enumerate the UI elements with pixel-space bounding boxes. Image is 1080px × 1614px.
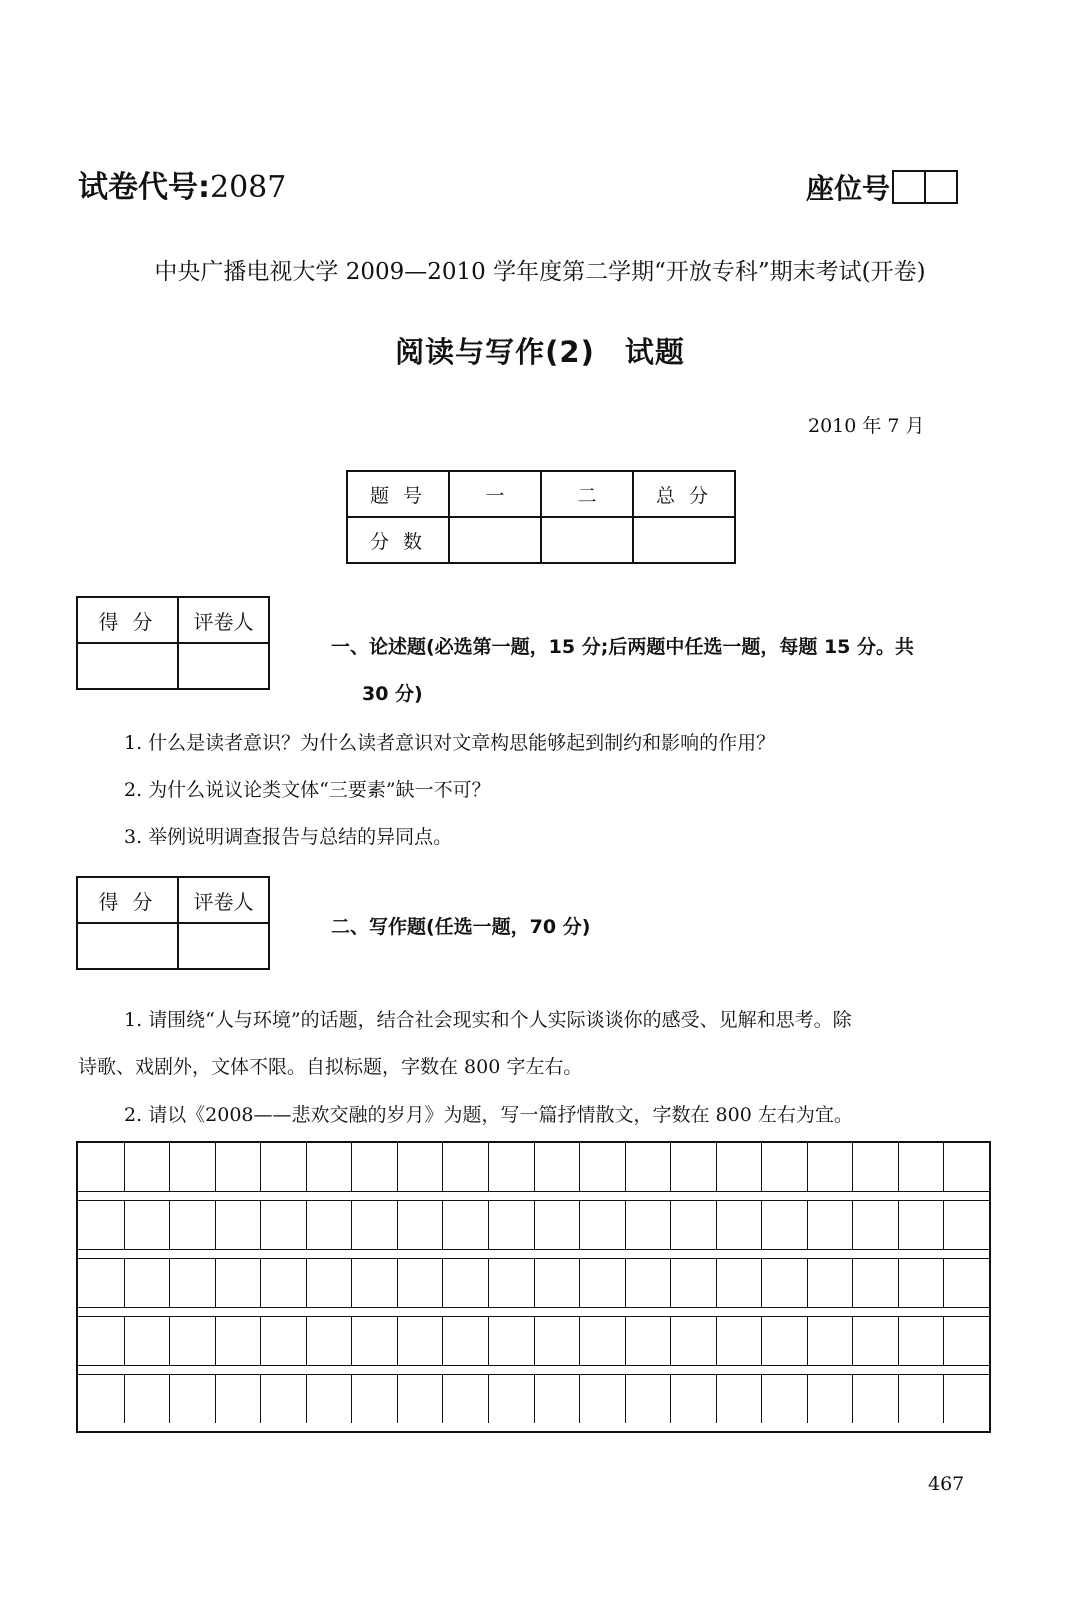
score-cell[interactable] [449, 517, 541, 563]
grid-cell[interactable] [852, 1143, 899, 1191]
seat-number [806, 168, 958, 206]
grid-cell[interactable] [351, 1259, 398, 1307]
section2-question: 1. 请围绕“人与环境”的话题，结合社会现实和个人实际谈谈你的感受、见解和思考。除 [124, 1009, 852, 1031]
grid-cell[interactable] [807, 1375, 854, 1423]
grid-row-separator [78, 1191, 989, 1201]
grid-cell[interactable] [397, 1201, 444, 1249]
grid-cell[interactable] [351, 1201, 398, 1249]
score-table-score-row [347, 517, 735, 563]
grid-cell[interactable] [761, 1259, 808, 1307]
grid-cell[interactable] [898, 1201, 945, 1249]
grid-cell[interactable] [943, 1201, 990, 1249]
grid-cell[interactable] [488, 1201, 535, 1249]
grid-cell[interactable] [351, 1143, 398, 1191]
section2-question: 2. 请以《2008——悲欢交融的岁月》为题，写一篇抒情散文，字数在 800 左右为宜。 [124, 1104, 853, 1126]
grid-cell[interactable] [852, 1317, 899, 1365]
grid-cell[interactable] [78, 1375, 124, 1423]
section1-question: 3. 举例说明调查报告与总结的异同点。 [124, 826, 453, 848]
grid-cell[interactable] [716, 1375, 763, 1423]
grid-cell[interactable] [807, 1201, 854, 1249]
grid-cell[interactable] [898, 1317, 945, 1365]
grid-cell[interactable] [215, 1201, 262, 1249]
grid-cell[interactable] [260, 1259, 307, 1307]
subject-title: 阅读与写作(2) 试题 [395, 335, 685, 369]
grid-cell[interactable] [442, 1317, 489, 1365]
grid-cell[interactable] [670, 1201, 717, 1249]
grader-name-cell[interactable] [178, 923, 269, 969]
grid-cell[interactable] [625, 1201, 672, 1249]
grid-cell[interactable] [534, 1317, 581, 1365]
grid-row-separator [78, 1249, 989, 1259]
grid-cell[interactable] [488, 1143, 535, 1191]
grid-cell[interactable] [625, 1259, 672, 1307]
exam-title: 中央广播电视大学 2009—2010 学年度第二学期“开放专科”期末考试(开卷) [154, 259, 926, 285]
grid-cell[interactable] [169, 1143, 216, 1191]
grid-cell[interactable] [306, 1317, 353, 1365]
section1-heading: 一、论述题(必选第一题，15 分;后两题中任选一题，每题 15 分。共 [331, 636, 915, 658]
grid-cell[interactable] [670, 1143, 717, 1191]
grid-cell[interactable] [442, 1375, 489, 1423]
grid-cell[interactable] [215, 1317, 262, 1365]
grid-cell[interactable] [852, 1201, 899, 1249]
grid-cell[interactable] [852, 1375, 899, 1423]
grid-cell[interactable] [351, 1317, 398, 1365]
grid-cell[interactable] [625, 1375, 672, 1423]
score-table-header-cell: 题号 [347, 471, 449, 517]
grid-cell[interactable] [260, 1143, 307, 1191]
grid-cell[interactable] [397, 1259, 444, 1307]
grader-box [76, 596, 270, 690]
grid-cell[interactable] [397, 1375, 444, 1423]
grader-label: 评卷人 [178, 597, 269, 643]
grid-cell[interactable] [306, 1201, 353, 1249]
grid-cell[interactable] [78, 1201, 124, 1249]
score-cell[interactable] [541, 517, 633, 563]
grid-cell[interactable] [898, 1375, 945, 1423]
seat-box[interactable] [924, 172, 956, 202]
grid-cell[interactable] [943, 1375, 990, 1423]
grader-score-label: 得分 [77, 597, 178, 643]
grid-cell[interactable] [215, 1259, 262, 1307]
grid-cell[interactable] [78, 1317, 124, 1365]
score-table [346, 470, 736, 564]
score-table-header-cell: 二 [541, 471, 633, 517]
grid-cell[interactable] [488, 1259, 535, 1307]
grid-cell[interactable] [442, 1201, 489, 1249]
grid-cell[interactable] [579, 1317, 626, 1365]
seat-number-boxes[interactable] [892, 170, 958, 204]
grader-box [76, 876, 270, 970]
paper-code-value: 2087 [210, 170, 287, 205]
grid-row [78, 1143, 989, 1191]
paper-code-label: 试卷代号: [78, 170, 210, 205]
grid-cell[interactable] [807, 1317, 854, 1365]
grid-row-separator [78, 1307, 989, 1317]
grid-cell[interactable] [124, 1259, 171, 1307]
grid-cell[interactable] [215, 1375, 262, 1423]
grid-cell[interactable] [488, 1375, 535, 1423]
grader-score-label: 得分 [77, 877, 178, 923]
score-cell[interactable] [633, 517, 735, 563]
score-table-row-label: 分数 [347, 517, 449, 563]
score-table-header-cell: 一 [449, 471, 541, 517]
grader-label: 评卷人 [178, 877, 269, 923]
paper-code [78, 162, 286, 206]
grid-cell[interactable] [260, 1317, 307, 1365]
grid-cell[interactable] [260, 1201, 307, 1249]
grid-cell[interactable] [124, 1375, 171, 1423]
section1-question: 1. 什么是读者意识？为什么读者意识对文章构思能够起到制约和影响的作用？ [124, 732, 776, 754]
grader-name-cell[interactable] [178, 643, 269, 689]
grid-cell[interactable] [716, 1317, 763, 1365]
section1-heading-cont: 30 分) [362, 683, 423, 705]
grid-cell[interactable] [716, 1201, 763, 1249]
grid-cell[interactable] [306, 1259, 353, 1307]
grid-cell[interactable] [534, 1201, 581, 1249]
section2-heading: 二、写作题(任选一题，70 分) [331, 916, 591, 938]
grid-cell[interactable] [124, 1317, 171, 1365]
grid-cell[interactable] [943, 1317, 990, 1365]
grid-row-separator [78, 1365, 989, 1375]
grid-cell[interactable] [488, 1317, 535, 1365]
grid-cell[interactable] [807, 1259, 854, 1307]
grid-cell[interactable] [124, 1201, 171, 1249]
grid-cell[interactable] [397, 1317, 444, 1365]
grader-score-cell[interactable] [77, 643, 178, 689]
grid-cell[interactable] [169, 1375, 216, 1423]
grid-cell[interactable] [442, 1143, 489, 1191]
grid-row [78, 1317, 989, 1365]
grid-cell[interactable] [124, 1143, 171, 1191]
section1-question: 2. 为什么说议论类文体“三要素”缺一不可？ [124, 779, 491, 801]
grid-cell[interactable] [169, 1259, 216, 1307]
grid-row [78, 1259, 989, 1307]
grid-cell[interactable] [670, 1259, 717, 1307]
section2-question-cont: 诗歌、戏剧外，文体不限。自拟标题，字数在 800 字左右。 [78, 1056, 583, 1078]
grid-cell[interactable] [943, 1143, 990, 1191]
grid-cell[interactable] [898, 1259, 945, 1307]
grid-cell[interactable] [579, 1143, 626, 1191]
exam-date: 2010 年 7 月 [808, 415, 925, 437]
grid-cell[interactable] [716, 1143, 763, 1191]
grid-cell[interactable] [78, 1259, 124, 1307]
grid-cell[interactable] [625, 1143, 672, 1191]
grid-cell[interactable] [761, 1143, 808, 1191]
seat-number-label: 座位号 [806, 172, 891, 205]
writing-grid[interactable] [76, 1141, 991, 1433]
grid-cell[interactable] [670, 1317, 717, 1365]
grid-cell[interactable] [716, 1259, 763, 1307]
grid-cell[interactable] [807, 1143, 854, 1191]
grid-cell[interactable] [579, 1201, 626, 1249]
grid-cell[interactable] [306, 1143, 353, 1191]
grid-cell[interactable] [625, 1317, 672, 1365]
grid-cell[interactable] [306, 1375, 353, 1423]
grid-row [78, 1201, 989, 1249]
grid-cell[interactable] [579, 1259, 626, 1307]
seat-box[interactable] [894, 172, 924, 202]
grid-cell[interactable] [534, 1259, 581, 1307]
grid-cell[interactable] [442, 1259, 489, 1307]
grader-score-cell[interactable] [77, 923, 178, 969]
grid-cell[interactable] [670, 1375, 717, 1423]
grid-cell[interactable] [351, 1375, 398, 1423]
grid-row [78, 1375, 989, 1423]
grid-cell[interactable] [943, 1259, 990, 1307]
grid-cell[interactable] [761, 1201, 808, 1249]
grid-cell[interactable] [260, 1375, 307, 1423]
grid-cell[interactable] [761, 1317, 808, 1365]
grid-cell[interactable] [78, 1143, 124, 1191]
grid-cell[interactable] [534, 1375, 581, 1423]
grid-cell[interactable] [169, 1201, 216, 1249]
grid-cell[interactable] [397, 1143, 444, 1191]
grid-cell[interactable] [534, 1143, 581, 1191]
grid-cell[interactable] [215, 1143, 262, 1191]
score-table-header-row [347, 471, 735, 517]
grid-cell[interactable] [169, 1317, 216, 1365]
page-number: 467 [928, 1473, 965, 1495]
grid-cell[interactable] [852, 1259, 899, 1307]
grid-cell[interactable] [579, 1375, 626, 1423]
grid-cell[interactable] [898, 1143, 945, 1191]
grid-cell[interactable] [761, 1375, 808, 1423]
score-table-header-cell: 总分 [633, 471, 735, 517]
